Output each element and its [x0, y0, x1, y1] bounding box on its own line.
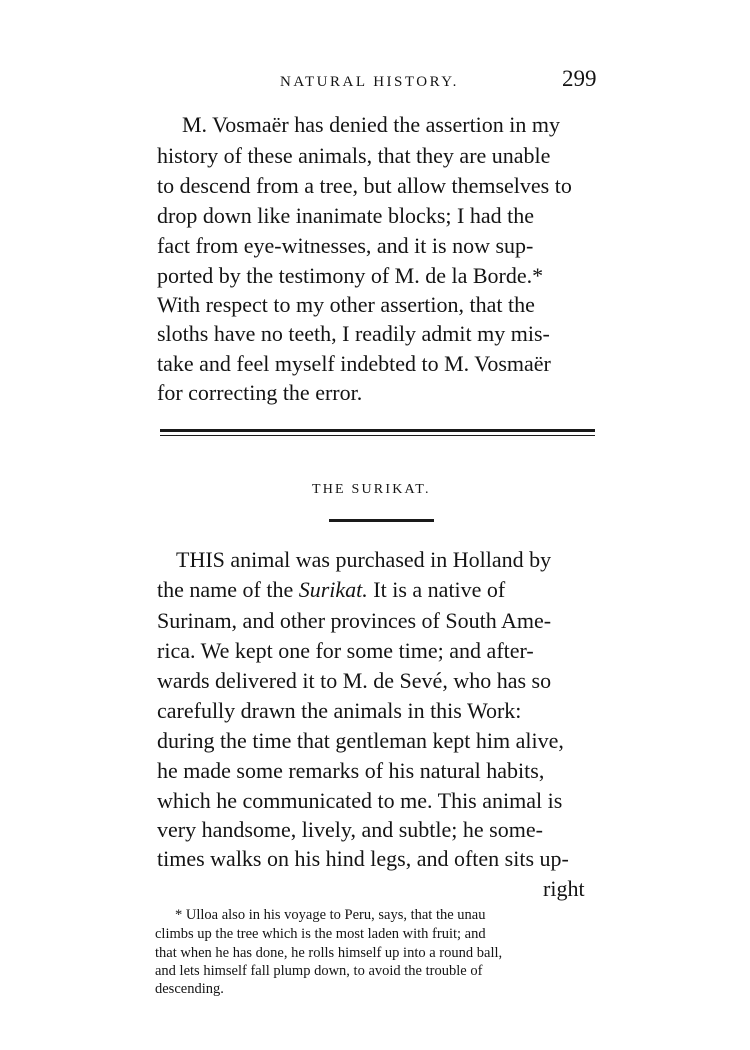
text-line: history of these animals, that they are unable [157, 143, 551, 168]
footnote-line: * Ulloa also in his voyage to Peru, says, that the unau [175, 907, 486, 923]
italic-term: Surikat. [298, 577, 368, 602]
catchword: right [543, 876, 585, 901]
text-line: the name of the Surikat. It is a native of [157, 577, 506, 602]
text-line: rica. We kept one for some time; and after- [157, 638, 534, 663]
footnote-line: that when he has done, he rolls himself up into a round ball, [155, 945, 503, 961]
text-line: during the time that gentleman kept him alive, [157, 728, 564, 753]
running-title: NATURAL HISTORY. [280, 74, 459, 90]
text-line: for correcting the error. [157, 380, 363, 405]
title-underline [329, 519, 434, 522]
text-line: drop down like inanimate blocks; I had the [157, 203, 534, 228]
text-line: ported by the testimony of M. de la Borde.* [157, 263, 544, 288]
text-line: times walks on his hind legs, and often sits up- [157, 846, 569, 871]
text-line: THIS animal was purchased in Holland by [176, 547, 552, 572]
text-line: to descend from a tree, but allow themselves to [157, 173, 572, 198]
footnote-line: climbs up the tree which is the most laden with fruit; and [155, 926, 486, 942]
text-line: very handsome, lively, and subtle; he some- [157, 817, 543, 842]
footnote-line: descending. [155, 981, 224, 997]
text-line: sloths have no teeth, I readily admit my mis- [157, 321, 550, 346]
page-number: 299 [562, 66, 597, 91]
text-line: Surinam, and other provinces of South Ame- [157, 608, 552, 633]
text-line: With respect to my other assertion, that the [157, 292, 535, 317]
section-divider-thick [160, 429, 595, 432]
text-line: take and feel myself indebted to M. Vosmaër [157, 351, 551, 376]
text-line: he made some remarks of his natural habits, [157, 758, 545, 783]
section-title: THE SURIKAT. [312, 482, 431, 497]
text-line: wards delivered it to M. de Sevé, who has so [157, 668, 552, 693]
footnote-line: and lets himself fall plump down, to avoid the trouble of [155, 963, 483, 979]
text-line: which he communicated to me. This animal is [157, 788, 563, 813]
text-line: carefully drawn the animals in this Work: [157, 698, 522, 723]
section-divider-thin [160, 435, 595, 436]
text-line: M. Vosmaër has denied the assertion in my [182, 112, 561, 137]
text-line: fact from eye-witnesses, and it is now sup- [157, 233, 534, 258]
